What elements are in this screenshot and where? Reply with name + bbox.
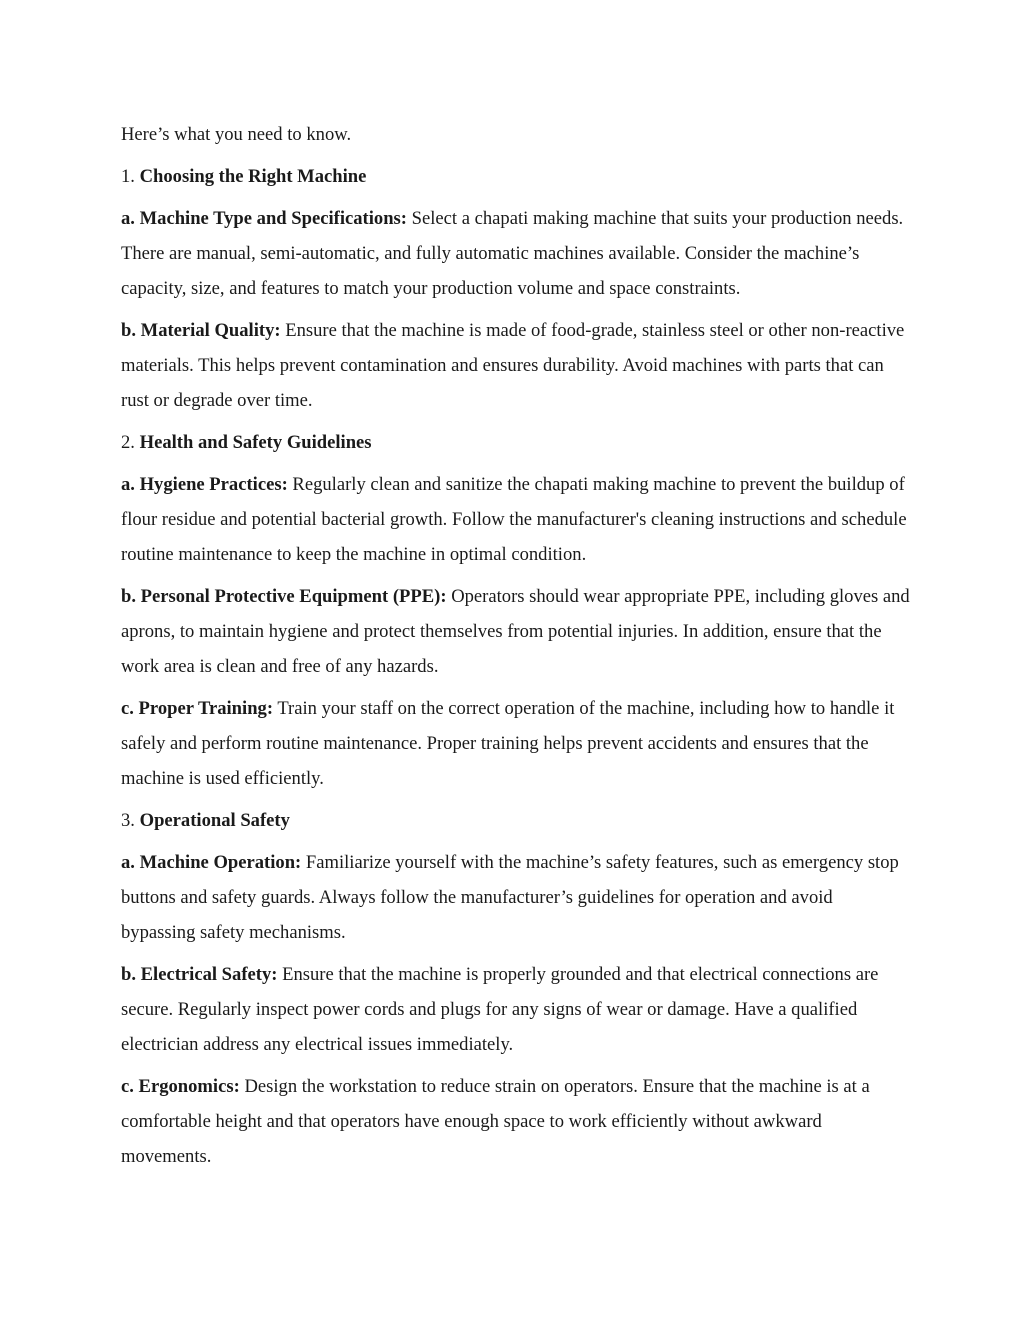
item-text: Familiarize yourself with the machine’s safety features, such as emergency stop buttons and safety guards. Always follow the manufacturer’s guidelines for operation and avoid bypassing safety mechanisms.: [121, 852, 899, 943]
item-text: Regularly clean and sanitize the chapati making machine to prevent the buildup of flour residue and potential bacterial growth. Follow the manufacturer's cleaning instructions and schedule routine maintenance to keep the machine in optimal condition.: [121, 474, 907, 565]
item-paragraph: [121, 1069, 911, 1174]
section-title: Operational Safety: [139, 810, 290, 831]
document-page: [121, 117, 911, 1181]
item-paragraph: [121, 313, 911, 418]
item-paragraph: [121, 845, 911, 950]
section-heading: [121, 425, 911, 460]
item-label: a. Machine Operation:: [121, 852, 302, 873]
item-label: b. Material Quality:: [121, 320, 281, 341]
item-paragraph: [121, 957, 911, 1062]
section-number: 1.: [121, 166, 135, 187]
section-heading: [121, 803, 911, 838]
item-label: a. Machine Type and Specifications:: [121, 208, 407, 229]
section-title: Health and Safety Guidelines: [139, 432, 372, 453]
section-number: 3.: [121, 810, 135, 831]
section-heading: [121, 159, 911, 194]
item-label: c. Ergonomics:: [121, 1076, 240, 1097]
item-text: Ensure that the machine is properly grounded and that electrical connections are secure. Regularly inspect power cords and plugs for any signs of wear or damage. Have a qualified electrician address any electrical issues immediately.: [121, 964, 879, 1055]
item-paragraph: [121, 201, 911, 306]
section-title: Choosing the Right Machine: [139, 166, 367, 187]
item-label: a. Hygiene Practices:: [121, 474, 288, 495]
item-text: Ensure that the machine is made of food-grade, stainless steel or other non-reactive materials. This helps prevent contamination and ensures durability. Avoid machines with parts that can rust or degrade over time.: [121, 320, 905, 411]
item-label: b. Personal Protective Equipment (PPE):: [121, 586, 447, 607]
item-label: c. Proper Training:: [121, 698, 274, 719]
item-paragraph: [121, 691, 911, 796]
item-text: Select a chapati making machine that suits your production needs. There are manual, semi-automatic, and fully automatic machines available. Consider the machine’s capacity, size, and features to match your production volume and space constraints.: [121, 208, 904, 299]
item-text: Design the workstation to reduce strain on operators. Ensure that the machine is at a comfortable height and that operators have enough space to work efficiently without awkward movements.: [121, 1076, 870, 1167]
section-number: 2.: [121, 432, 135, 453]
intro-paragraph: Here’s what you need to know.: [121, 124, 352, 145]
item-paragraph: [121, 579, 911, 684]
item-text: Operators should wear appropriate PPE, including gloves and aprons, to maintain hygiene and protect themselves from potential injuries. In addition, ensure that the work area is clean and free of any hazards.: [121, 586, 910, 677]
item-label: b. Electrical Safety:: [121, 964, 278, 985]
item-text: Train your staff on the correct operation of the machine, including how to handle it safely and perform routine maintenance. Proper training helps prevent accidents and ensures that the machine is used efficiently.: [121, 698, 895, 789]
item-paragraph: [121, 467, 911, 572]
